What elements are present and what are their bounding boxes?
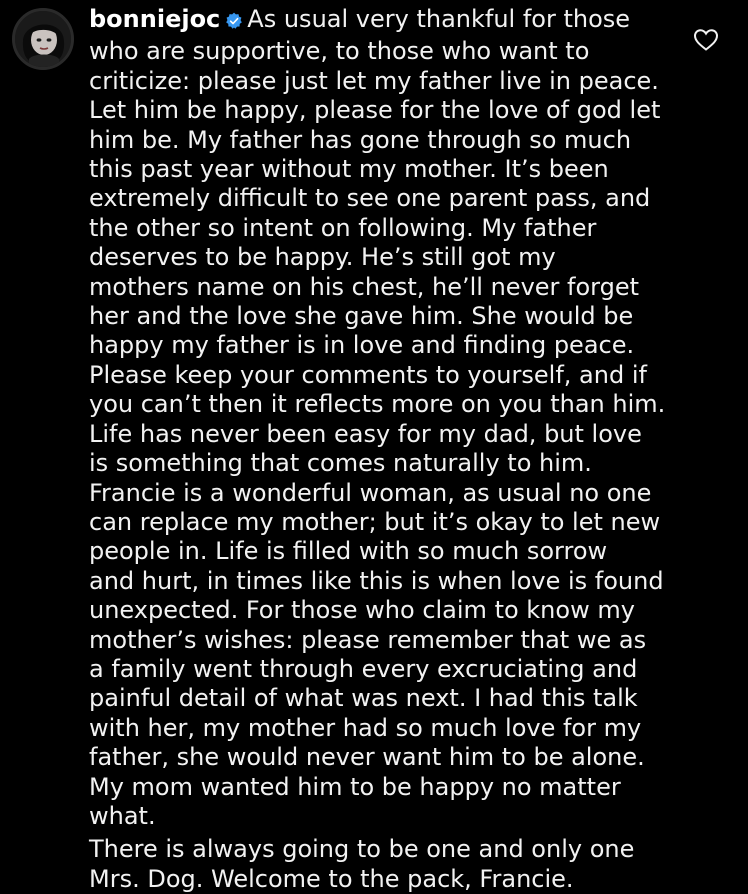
comment-line: Please keep your comments to yourself, and if (89, 360, 647, 389)
comment-line: extremely difficult to see one parent pass, and (89, 184, 651, 213)
heart-outline-icon (693, 28, 719, 52)
comment-line: Life has never been easy for my dad, but love (89, 419, 642, 448)
comment-line: Let him be happy, please for the love of god let (89, 96, 661, 125)
comment-line: unexpected. For those who claim to know my (89, 596, 635, 625)
comment-line: mothers name on his chest, he’ll never forget (89, 272, 640, 301)
comment-line: the other so intent on following. My father (89, 213, 597, 242)
comment-line: criticize: please just let my father live in peace. (89, 66, 659, 95)
comment-text: As usual very thankful for those (247, 5, 631, 33)
comment-line: father, she would never want him to be alone. (89, 743, 645, 772)
comment-line: can replace my mother; but it’s okay to let new (89, 507, 661, 536)
comment-line: and hurt, in times like this is when love is found (89, 566, 664, 595)
comment-line: My mom wanted him to be happy no matter (89, 772, 621, 801)
comment-line: you can’t then it reflects more on you than him. (89, 390, 666, 419)
comment-line: There is always going to be one and only one (89, 835, 635, 864)
comment-line: deserves to be happy. He’s still got my (89, 243, 556, 272)
avatar-image (15, 11, 71, 67)
comment-line: Mrs. Dog. Welcome to the pack, Francie. (89, 864, 574, 893)
comment-line: a family went through every excruciating and (89, 654, 638, 683)
comment-line: him be. My father has gone through so much (89, 125, 632, 154)
comment-line: her and the love she gave him. She would be (89, 302, 634, 331)
comment-line: painful detail of what was next. I had this talk (89, 684, 638, 713)
comment-line: Francie is a wonderful woman, as usual no one (89, 478, 652, 507)
comment-line: with her, my mother had so much love for my (89, 713, 642, 742)
username-link[interactable]: bonniejoc (89, 5, 221, 33)
comment-line: this past year without my mother. It’s been (89, 155, 609, 184)
comment-line: happy my father is in love and finding peace. (89, 331, 635, 360)
profile-avatar[interactable] (12, 8, 74, 70)
comment-line: what. (89, 801, 156, 830)
comment-first-line (89, 5, 659, 37)
verified-badge-icon (225, 8, 243, 37)
comment-line: who are supportive, to those who want to (89, 37, 590, 66)
comment-line: is something that comes naturally to him. (89, 449, 592, 478)
comment-body (89, 5, 666, 894)
comment-line: mother’s wishes: please remember that we as (89, 625, 647, 654)
like-button[interactable] (693, 28, 719, 52)
comment-line: people in. Life is filled with so much sorrow (89, 537, 608, 566)
